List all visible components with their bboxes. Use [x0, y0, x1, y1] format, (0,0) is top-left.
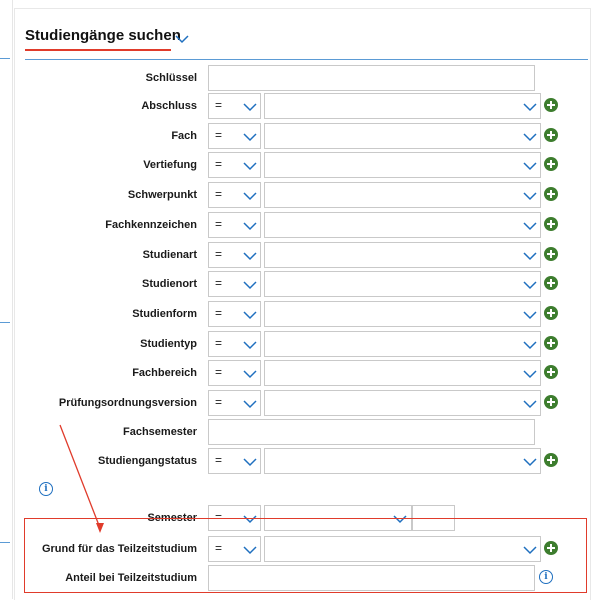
field-label: Schlüssel [145, 72, 197, 84]
operator-value: = [215, 128, 223, 142]
field-label: Prüfungsordnungsversion [58, 397, 197, 409]
field-label: Vertiefung [143, 159, 197, 171]
field-label: Fachkennzeichen [105, 219, 197, 231]
field-label: Fachbereich [132, 367, 197, 379]
field-label: Studienform [132, 308, 197, 320]
operator-value: = [215, 217, 223, 231]
info-icon[interactable]: i [39, 482, 53, 496]
info-icon[interactable]: i [539, 570, 553, 584]
operator-value: = [215, 453, 223, 467]
operator-value: = [215, 365, 223, 379]
operator-value: = [215, 336, 223, 350]
field-label: Semester [147, 512, 197, 524]
field-label: Abschluss [141, 100, 197, 112]
field-label: Studienort [142, 278, 197, 290]
operator-value: = [215, 157, 223, 171]
field-label: Studienart [142, 249, 197, 261]
field-label: Fachsemester [123, 426, 197, 438]
field-label: Schwerpunkt [127, 189, 197, 201]
field-label: Anteil bei Teilzeitstudium [65, 572, 197, 584]
operator-value: = [215, 395, 223, 409]
operator-value: = [215, 541, 223, 555]
operator-value: = [215, 187, 223, 201]
field-label: Fach [171, 130, 197, 142]
highlight-annotation [24, 518, 587, 593]
operator-value: = [215, 247, 223, 261]
operator-value: = [215, 306, 223, 320]
field-label: Grund für das Teilzeitstudium [41, 543, 197, 555]
panel-title: Studiengänge suchen [25, 27, 181, 44]
operator-value: = [215, 276, 223, 290]
operator-value: = [215, 98, 223, 112]
operator-value: = [215, 510, 223, 524]
field-label: Studiengangstatus [97, 455, 197, 467]
field-label: Studientyp [140, 338, 197, 350]
